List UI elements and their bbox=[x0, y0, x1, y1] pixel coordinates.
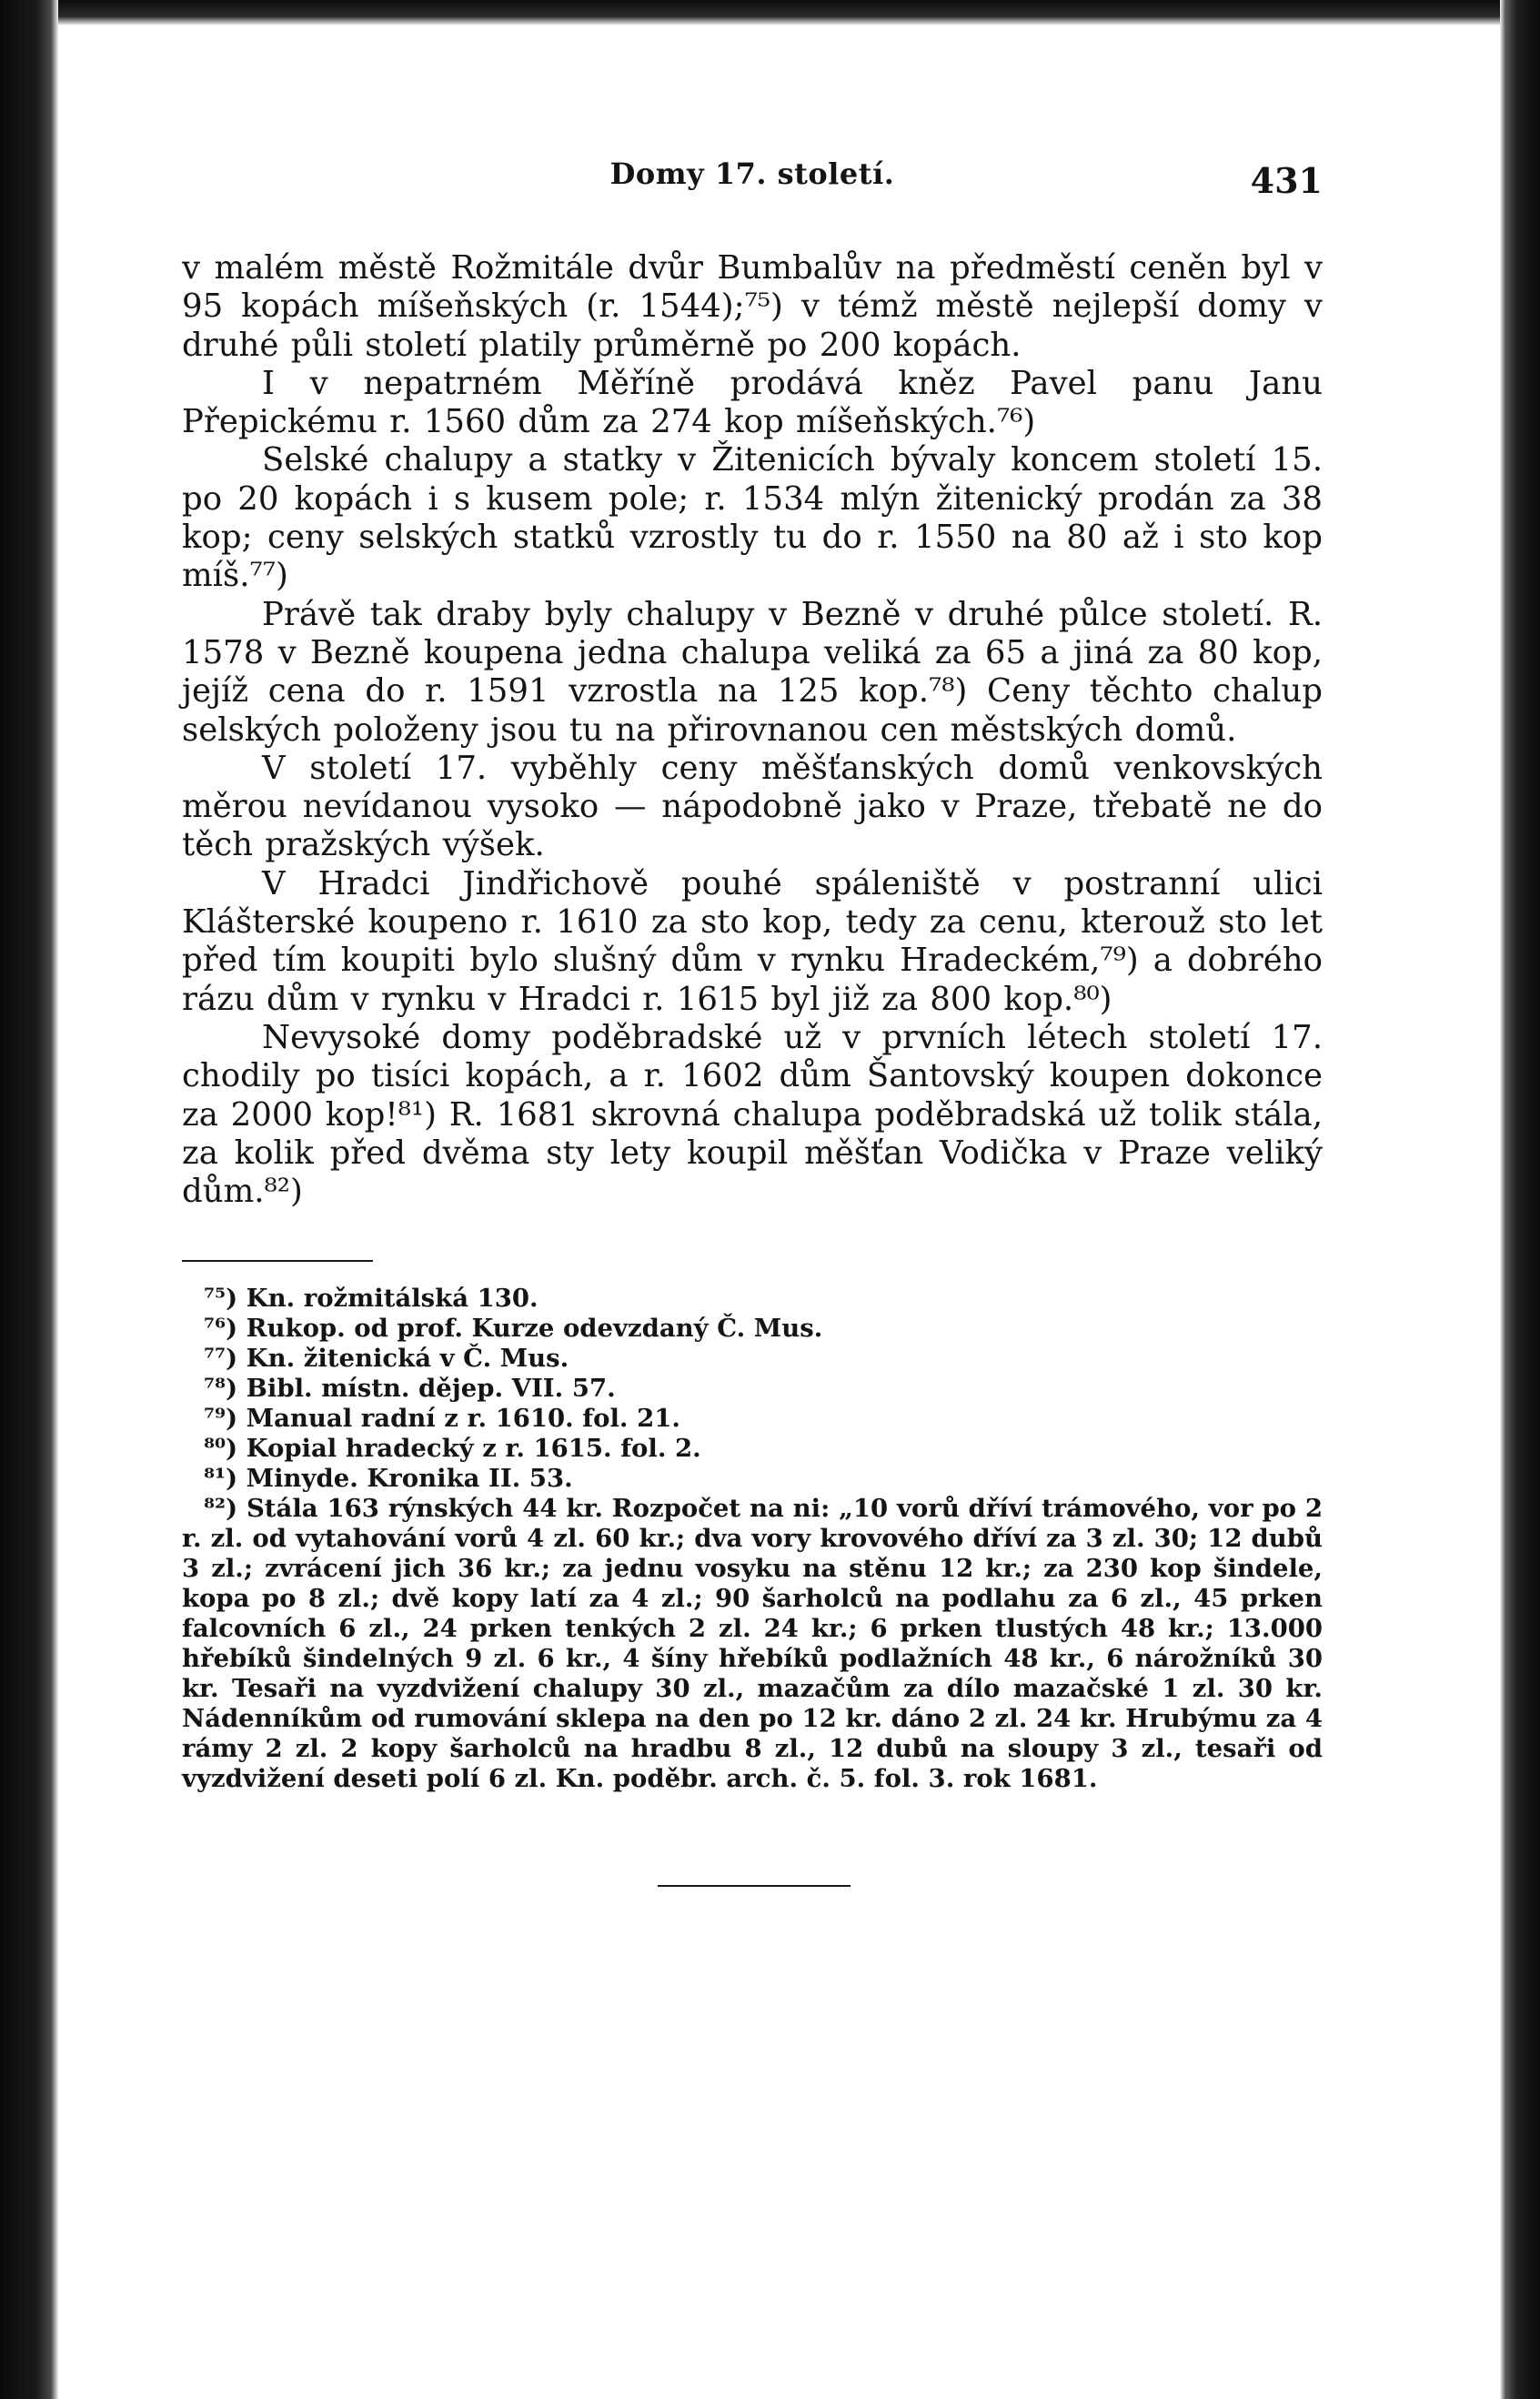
page-header bbox=[182, 153, 1323, 207]
body-text bbox=[182, 249, 1323, 1211]
book-page bbox=[182, 153, 1323, 1887]
footnote-81: ⁸¹) Minyde. Kronika II. 53. bbox=[204, 1464, 573, 1494]
footnotes bbox=[182, 1284, 1323, 1794]
footnote-78: ⁷⁸) Bibl. místn. dějep. VII. 57. bbox=[204, 1374, 616, 1404]
paragraph-zitenice: Selské chalupy a statky v Žitenicích bývaly koncem století 15. po 20 kopách i s kusem pole; r. 1534 mlýn žitenický prodán za 38 kop; ceny selských statků vzrostly tu do r. 1550 na 80 až i sto kop míš.⁷⁷) bbox=[182, 441, 1323, 595]
footnote-82: ⁸²) Stála 163 rýnských 44 kr. Rozpočet na ni: „10 vorů dříví trámového, vor po 2 r. zl. od vytahování vorů 4 zl. 60 kr.; dva vory krovového dříví za 3 zl. 30; 12 dubů 3 zl.; zvrácení jich 36 kr.; za jednu vosyku na stěnu 12 kr.; za 230 kop šindele, kopa po 8 zl.; dvě kopy latí za 4 zl.; 90 šarholců na podlahu za 6 zl., 45 prken falcovních 6 zl., 24 prken tenkých 2 zl. 24 kr.; 6 prken tlustých 48 kr.; 13.000 hřebíků šindelných 9 zl. 6 kr., 4 šíny hřebíků podlažních 48 kr., 6 nárožníků 30 kr. Tesaři na vyzdvižení chalupy 30 zl., mazačům za dílo mazačské 1 zl. 30 kr. Nádenníkům od rumování sklepa na den po 12 kr. dáno 2 zl. 24 kr. Hrubýmu za 4 rámy 2 zl. 2 kopy šarholců na hradbu 8 zl., 12 dubů na sloupy 3 zl., tesaři od vyzdvižení deseti polí 6 zl. Kn. poděbr. arch. č. 5. fol. 3. rok 1681. bbox=[182, 1494, 1323, 1794]
scan-left-edge bbox=[0, 0, 58, 2399]
page-end-divider bbox=[658, 1885, 851, 1887]
footnote-divider bbox=[182, 1260, 373, 1262]
paragraph-jindrichuv-hradec: V Hradci Jindřichově pouhé spáleniště v postranní ulici Klášterské koupeno r. 1610 za sto kop, tedy za cenu, kterouž sto let před tím koupiti bylo slušný dům v rynku Hradeckém,⁷⁹) a dobrého rázu dům v rynku v Hradci r. 1615 byl již za 800 kop.⁸⁰) bbox=[182, 864, 1323, 1018]
footnote-79: ⁷⁹) Manual radní z r. 1610. fol. 21. bbox=[204, 1404, 680, 1434]
footnote-80: ⁸⁰) Kopial hradecký z r. 1615. fol. 2. bbox=[204, 1434, 701, 1464]
footnote-77: ⁷⁷) Kn. žitenická v Č. Mus. bbox=[204, 1344, 569, 1374]
paragraph-rozmital: v malém městě Rožmitále dvůr Bumbalův na předměstí ceněn byl v 95 kopách míšeňských (r. 1544);⁷⁵) v témž městě nejlepší domy v druhé půli století platily průměrně po 200 kopách. bbox=[182, 249, 1323, 364]
paragraph-podebrady: Nevysoké domy poděbradské už v prvních létech století 17. chodily po tisíci kopách, a r. 1602 dům Šantovský koupen dokonce za 2000 kop!⁸¹) R. 1681 skrovná chalupa poděbradská už tolik stála, za kolik před dvěma sty lety koupil měšťan Vodička v Praze veliký dům.⁸²) bbox=[182, 1018, 1323, 1211]
scan-top-edge bbox=[58, 0, 1540, 25]
running-head: Domy 17. století. bbox=[609, 156, 895, 191]
page-number: 431 bbox=[1250, 160, 1323, 201]
scan-right-edge bbox=[1500, 0, 1540, 2399]
footnote-76: ⁷⁶) Rukop. od prof. Kurze odevzdaný Č. Mus. bbox=[204, 1314, 823, 1344]
paragraph-bezno: Právě tak draby byly chalupy v Bezně v druhé půlce století. R. 1578 v Bezně koupena jedna chalupa veliká za 65 a jiná za 80 kop, jejíž cena do r. 1591 vzrostla na 125 kop.⁷⁸) Ceny těchto chalup selských položeny jsou tu na přirovnanou cen městských domů. bbox=[182, 595, 1323, 749]
paragraph-merin: I v nepatrném Měříně prodává kněz Pavel panu Janu Přepickému r. 1560 dům za 274 kop míšeňských.⁷⁶) bbox=[182, 364, 1323, 441]
footnote-75: ⁷⁵) Kn. rožmitálská 130. bbox=[204, 1284, 538, 1314]
paragraph-century-17: V století 17. vyběhly ceny měšťanských domů venkovských měrou nevídanou vysoko — nápodobně jako v Praze, třebatě ne do těch pražských výšek. bbox=[182, 749, 1323, 864]
